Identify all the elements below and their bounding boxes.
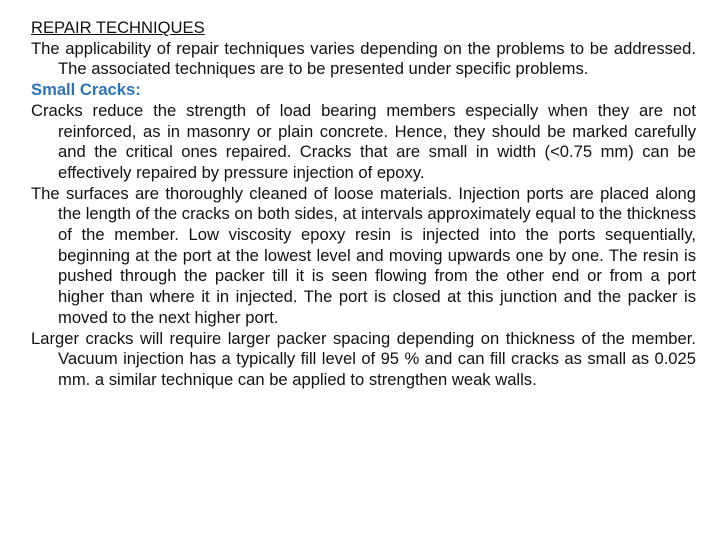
subsection-title: Small Cracks: — [31, 80, 141, 100]
document-body — [31, 18, 696, 391]
paragraph-cracks-overview: Cracks reduce the strength of load bearing members especially when they are not reinforced, as in masonry or plain concrete. Hence, they should be marked carefully and the critical ones repaired. Cracks that are small in width (<0.75 mm) can be effectively repaired by pressure injection of epoxy. — [31, 100, 696, 182]
intro-paragraph: The applicability of repair techniques varies depending on the problems to be addressed. The associated techniques are to be presented under specific problems. — [31, 38, 696, 79]
section-heading: REPAIR TECHNIQUES — [31, 18, 205, 37]
paragraph-larger-cracks: Larger cracks will require larger packer spacing depending on thickness of the member. Vacuum injection has a typically fill level of 95 % and can fill cracks as small as 0.025 mm. a similar technique can be applied to strengthen weak walls. — [31, 328, 696, 389]
paragraph-injection-procedure: The surfaces are thoroughly cleaned of loose materials. Injection ports are placed along the length of the cracks on both sides, at intervals approximately equal to the thickness of the member. Low viscosity epoxy resin is injected into the ports sequentially, beginning at the port at the lowest level and moving upwards one by one. The resin is pushed through the packer till it is seen flowing from the other end or from a port higher than where it in injected. The port is closed at this junction and the packer is moved to the next higher port. — [31, 183, 696, 327]
